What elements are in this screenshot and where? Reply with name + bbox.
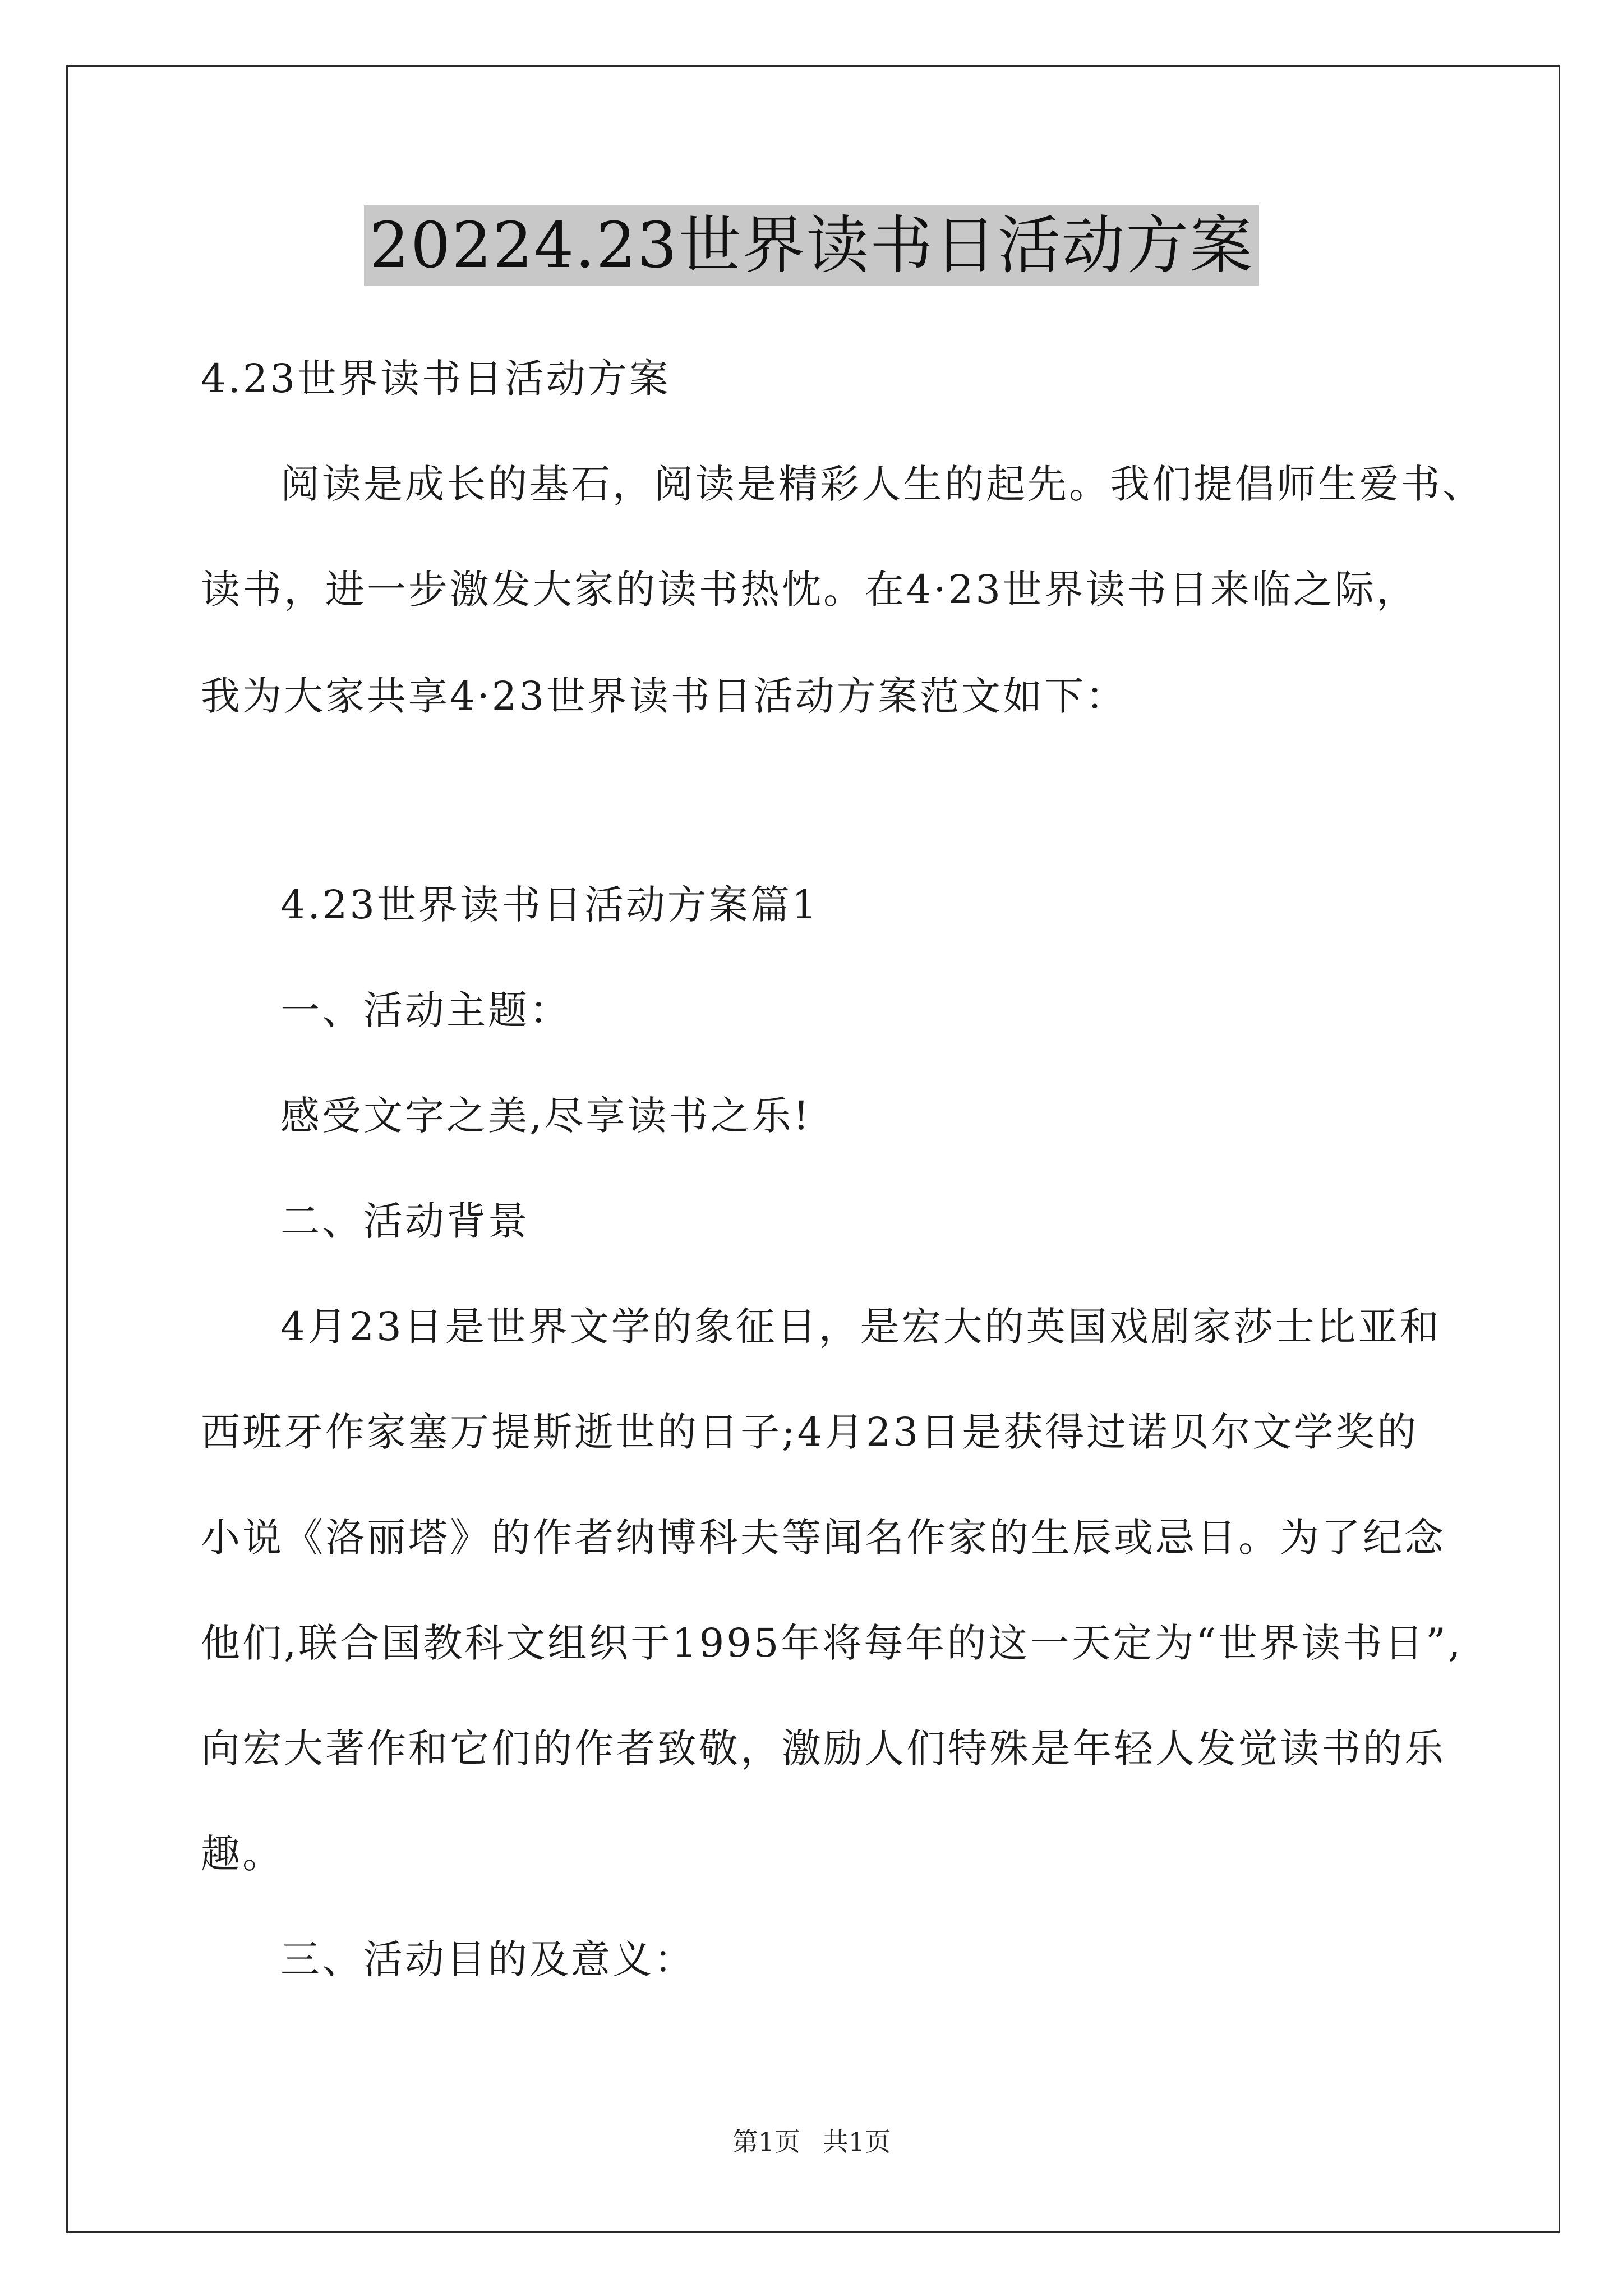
section-heading-plan-1: 4.23世界读书日活动方案篇1 xyxy=(280,882,819,928)
background-line-2: 西班牙作家塞万提斯逝世的日子;4月23日是获得过诺贝尔文学奖的 xyxy=(201,1409,1419,1455)
page-footer xyxy=(0,2125,1623,2159)
background-line-5: 向宏大著作和它们的作者致敬，激励人们特殊是年轻人发觉读书的乐 xyxy=(201,1726,1446,1772)
document-title: 20224.23世界读书日活动方案 xyxy=(364,205,1259,286)
subtitle-line: 4.23世界读书日活动方案 xyxy=(201,356,671,402)
theme-text: 感受文字之美,尽享读书之乐! xyxy=(280,1093,811,1139)
intro-line-3: 我为大家共享4·23世界读书日活动方案范文如下： xyxy=(201,673,1127,719)
intro-line-2: 读书，进一步激发大家的读书热忱。在4·23世界读书日来临之际， xyxy=(201,567,1418,613)
background-line-4: 他们,联合国教科文组织于1995年将每年的这一天定为“世界读书日”, xyxy=(201,1620,1463,1666)
background-line-1: 4月23日是世界文学的象征日，是宏大的英国戏剧家莎士比亚和 xyxy=(280,1304,1441,1350)
background-line-3: 小说《洛丽塔》的作者纳博科夫等闻名作家的生辰或忌日。为了纪念 xyxy=(201,1515,1446,1561)
background-line-6: 趣。 xyxy=(201,1831,284,1877)
page-number-total: 共1页 xyxy=(823,2127,891,2157)
heading-activity-background: 二、活动背景 xyxy=(280,1198,529,1244)
heading-activity-purpose: 三、活动目的及意义： xyxy=(280,1936,695,1982)
heading-activity-theme: 一、活动主题： xyxy=(280,987,571,1033)
intro-line-1: 阅读是成长的基石，阅读是精彩人生的起先。我们提倡师生爱书、 xyxy=(280,461,1484,507)
title-container xyxy=(0,205,1623,286)
page-number-current: 第1页 xyxy=(732,2127,800,2157)
